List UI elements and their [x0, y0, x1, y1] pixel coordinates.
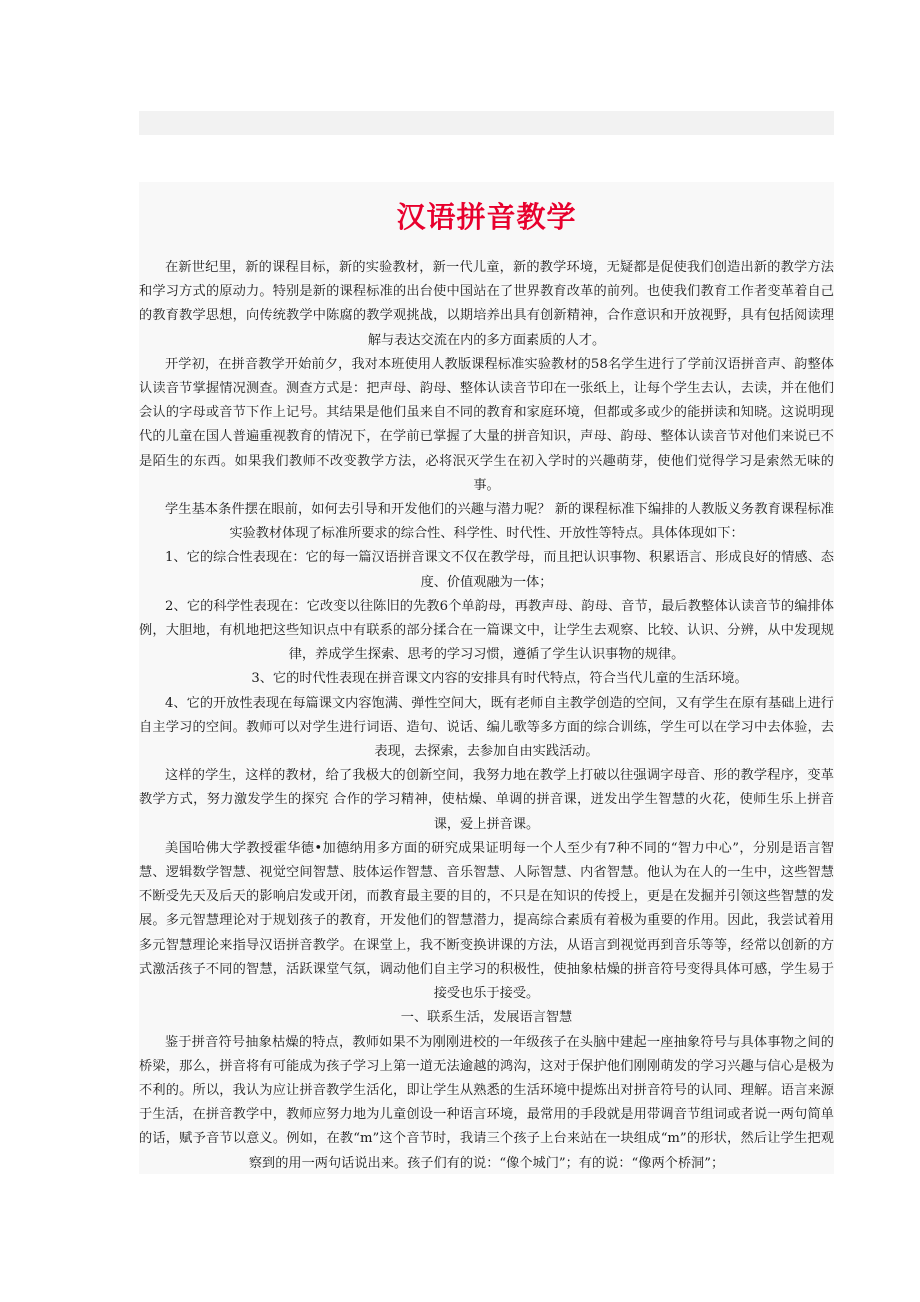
paragraph: 在新世纪里，新的课程目标，新的实验教材，新一代儿童，新的教学环境，无疑都是促使我们创造出新的教学方法和学习方式的原动力。特别是新的课程标准的出台使中国站在了世界教育改革的前列。也使我们教育工作者变革着自己的教育教学思想，向传统教学中陈腐的教学观挑战，以期培养出具有创新精神，合作意识和开放视野，具有包括阅读理解与表达交流在内的多方面素质的人才。: [139, 260, 834, 348]
paragraph: 鉴于拼音符号抽象枯燥的特点，教师如果不为刚刚进校的一年级孩子在头脑中建起一座抽象符号与具体事物之间的桥梁，那么，拼音将有可能成为孩子学习上第一道无法逾越的鸿沟，这对于保护他们刚刚萌发的学习兴趣与信心是极为不利的。所以，我认为应让拼音教学生活化，即让学生从熟悉的生活环境中提炼出对拼音符号的认同、理解。语言来源于生活，在拼音教学中，教师应努力地为儿童创设一种语言环境，最常用的手段就是用带调音节组词或者说一两句简单的话，赋予音节以意义。例如，在教“m”这个音节时，我请三个孩子上台来站在一块组成“m”的形状，然后让学生把观察到的用一两句话说出来。孩子们有的说：“像个城门”；有的说：“像两个桥洞”；: [139, 1034, 834, 1171]
paragraph: 美国哈佛大学教授霍华德•加德纳用多方面的研究成果证明每一个人至少有7种不同的“智力中心”，分别是语言智慧、逻辑数学智慧、视觉空间智慧、肢体运作智慧、音乐智慧、人际智慧、内省智慧。他认为在人的一生中，这些智慧不断受先天及后天的影响启发或开闭，而教育最主要的目的，不只是在知识的传授上，更是在发掘并引领这些智慧的发展。多元智慧理论对于规划孩子的教育，开发他们的智慧潜力，提高综合素质有着极为重要的作用。因此，我尝试着用多元智慧理论来指导汉语拼音教学。在课堂上，我不断变换讲课的方法，从语言到视觉再到音乐等等，经常以创新的方式激活孩子不同的智慧，活跃课堂气氛，调动他们自主学习的积极性，使抽象枯燥的拼音符号变得具体可感，学生易于接受也乐于接受。: [139, 840, 834, 1002]
document-body: [139, 256, 834, 1174]
top-bar: [139, 111, 834, 135]
section-heading: 一、联系生活，发展语言智慧: [400, 1010, 573, 1026]
paragraph: 学生基本条件摆在眼前，如何去引导和开发他们的兴趣与潜力呢？ 新的课程标准下编排的人教版义务教育课程标准实验教材体现了标准所要求的综合性、科学性、时代性、开放性等特点。具体体现如下：: [165, 502, 834, 542]
document-page: [139, 182, 834, 1174]
document-title: 汉语拼音教学: [396, 200, 577, 234]
paragraph: 开学初，在拼音教学开始前夕，我对本班使用人教版课程标准实验教材的58名学生进行了学前汉语拼音声、韵整体认读音节掌握情况测查。测查方式是：把声母、韵母、整体认读音节印在一张纸上，让每个学生去认，去读，并在他们会认的字母或音节下作上记号。其结果是他们虽来自不同的教育和家庭环境，但都或多或少的能拼读和知晓。这说明现代的儿童在国人普遍重视教育的情况下，在学前已掌握了大量的拼音知识，声母、韵母、整体认读音节对他们来说已不是陌生的东西。如果我们教师不改变教学方法，必将泯灭学生在初入学时的兴趣萌芽，使他们觉得学习是索然无味的事。: [139, 356, 834, 493]
paragraph: 3、它的时代性表现在拼音课文内容的安排具有时代特点，符合当代儿童的生活环境。: [251, 671, 748, 687]
paragraph: 1、它的综合性表现在：它的每一篇汉语拼音课文不仅在教学母，而且把认识事物、积累语言、形成良好的情感、态度、价值观融为一体；: [165, 550, 834, 590]
paragraph: 2、它的科学性表现在：它改变以往陈旧的先教6个单韵母，再教声母、韵母、音节，最后教整体认读音节的编排体例，大胆地，有机地把这些知识点中有联系的部分揉合在一篇课文中，让学生去观察、比较、认识、分辨，从中发现规律，养成学生探索、思考的学习习惯，遵循了学生认识事物的规律。: [139, 598, 834, 663]
paragraph: 4、它的开放性表现在每篇课文内容饱满、弹性空间大，既有老师自主教学创造的空间，又有学生在原有基础上进行自主学习的空间。教师可以对学生进行词语、造句、说话、编儿歌等多方面的综合训练，学生可以在学习中去体验，去表现，去探索，去参加自由实践活动。: [139, 695, 834, 760]
paragraph: 这样的学生，这样的教材，给了我极大的创新空间，我努力地在教学上打破以往强调字母音、形的教学程序，变革教学方式，努力激发学生的探究 合作的学习精神，使枯燥、单调的拼音课，迸发出学生智慧的火花，使师生乐上拼音课，爱上拼音课。: [139, 768, 834, 832]
